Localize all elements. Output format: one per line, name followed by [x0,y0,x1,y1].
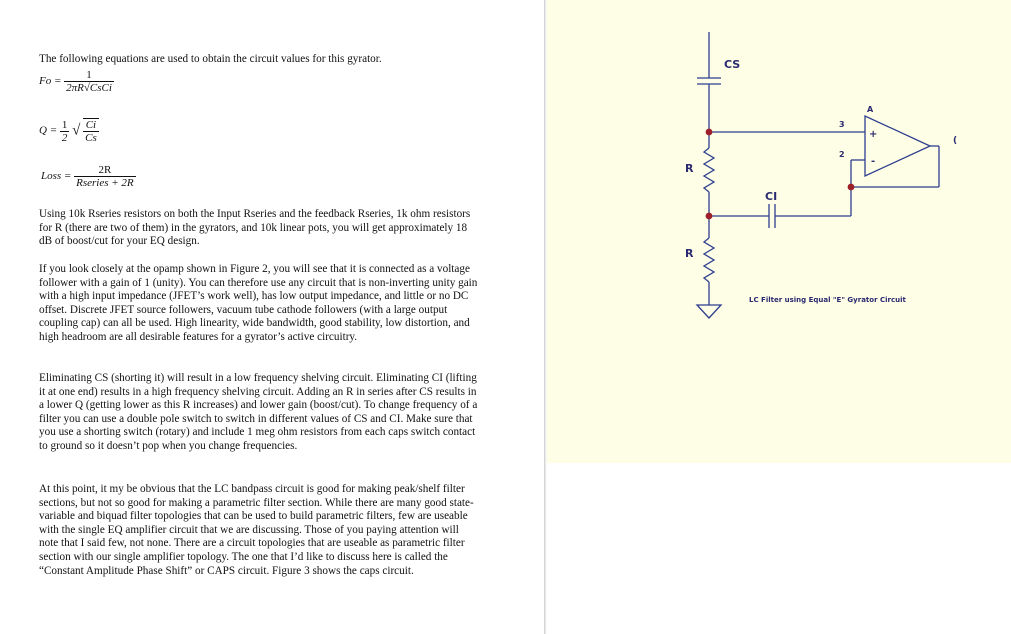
radical-icon: √ [72,122,81,139]
paragraph-3: Eliminating CS (shorting it) will result in a low frequency shelving circuit. Eliminating CI (lifting it at one end) results in a high frequency shelving circuit. Adding an R in series after CS results in a lower Q (getting lower as this R increases) and lower gain (boost/cut). To change frequency of a filter you can use a double pole switch to switch in different values of CS and CI. Make sure that you use a shorting switch (rotary) and include 1 meg ohm resistors from each caps switch contact to ground so it doesn’t pop when you change frequencies. [39,372,478,452]
equation-q-radical-num: Ci [85,119,97,131]
figure-caption: LC Filter using Equal "E" Gyrator Circuit [749,296,906,304]
equation-loss [41,164,136,189]
equation-q-lhs: Q = [39,124,58,137]
node-feedback [848,184,855,191]
paragraph-2: If you look closely at the opamp shown in Figure 2, you will see that it is connected as a voltage follower with a gain of 1 (unity). You can therefore use any circuit that is non-inverting unity gain with a high input impedance (JFET’s work well), has low output impedance, and little or no DC offset. Discrete JFET source followers, vacuum tube cathode followers (with a large output coupling cap) can all be used. High linearity, wide bandwidth, good stability, low distortion, and high headroom are all desirable features for a gyrator’s active circuitry. [39,263,478,343]
blank-area [547,463,1011,634]
equation-loss-lhs: Loss = [41,170,72,183]
equation-q [39,118,99,144]
label-a: A [867,105,874,114]
label-cs: CS [724,58,741,71]
equation-fo [39,69,114,94]
equation-loss-numerator: 2R [98,164,112,176]
paragraph-4: At this point, it my be obvious that the LC bandpass circuit is good for making peak/shelf filter sections, but not so good for making a parametric filter section. While there are many good state-variable and biquad filter topologies that can be used to build parametric filters, few are useable with the single EQ amplifier circuit that we are discussing. Those of you paying attention will note that I said few, not none. There are a circuit topologies that are useable as parametric filter section with our single amplifier topology. The one that I’d like to discuss here is called the “Constant Amplitude Phase Shift” or CAPS circuit. Figure 3 shows the caps circuit. [39,483,474,577]
node-top [706,129,713,136]
equation-q-numerator: 1 [61,118,68,131]
gyrator-schematic [547,0,1011,463]
equation-q-denominator: 2 [61,131,68,144]
equation-fo-denominator: 2πR√CsCi [66,82,112,94]
label-output: ( [953,136,958,146]
label-plus: + [869,129,878,140]
label-r2: R [685,247,694,260]
equation-loss-denominator: Rseries + 2R [76,177,134,189]
equation-fo-lhs: Fo = [39,75,62,88]
label-pin2: 2 [839,150,845,159]
label-minus: - [871,156,876,167]
paragraph-1: Using 10k Rseries resistors on both the Input Rseries and the feedback Rseries, 1k ohm resistors for R (there are two of them) in the gyrators, and 10k linear pots, you will get approximately 18 dB of boost/cut for your EQ design. [39,208,471,248]
node-middle [706,213,713,220]
intro-text: The following equations are used to obtain the circuit values for this gyrator. [39,53,382,65]
equation-q-radical-den: Cs [85,132,97,144]
equation-fo-numerator: 1 [86,69,92,81]
figure-pane [547,0,1011,463]
label-ci: CI [765,190,778,203]
label-pin3: 3 [839,120,845,129]
label-r1: R [685,162,694,175]
